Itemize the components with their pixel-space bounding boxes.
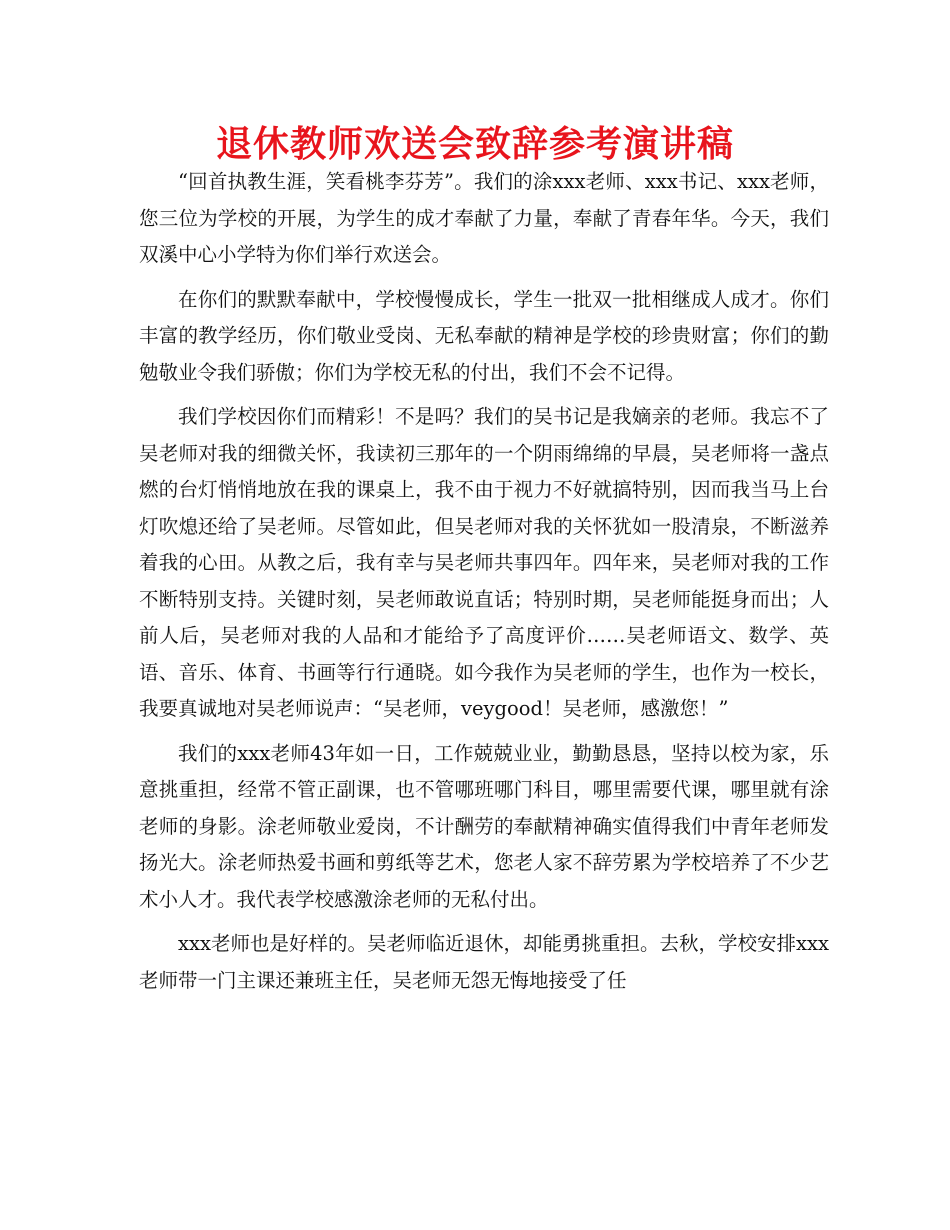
document-title: 退休教师欢送会致辞参考演讲稿 bbox=[215, 124, 734, 165]
paragraph-2: 在你们的默默奉献中，学校慢慢成长，学生一批双一批相继成人成才。你们丰富的教学经历，你们敬业受岗、无私奉献的精神是学校的珍贵财富；你们的勤勉敬业令我们骄傲；你们为学校无私的付出，我们不会不记得。 bbox=[139, 287, 829, 384]
paragraph-1: “回首执教生涯，笑看桃李芬芳”。我们的涂xxx老师、xxx书记、xxx老师，您三位为学校的开展，为学生的成才奉献了力量，奉献了青春年华。今天，我们双溪中心小学特为你们举行欢送会。 bbox=[139, 170, 829, 266]
paragraph-5: xxx老师也是好样的。吴老师临近退休，却能勇挑重担。去秋，学校安排xxx老师带一门主课还兼班主任，吴老师无怨无悔地接受了任 bbox=[139, 932, 829, 992]
paragraph-3: 我们学校因你们而精彩！不是吗？我们的吴书记是我嫡亲的老师。我忘不了吴老师对我的细微关怀，我读初三那年的一个阴雨绵绵的早晨，吴老师将一盏点燃的台灯悄悄地放在我的课桌上，我不由于视力不好就搞特别，因而我当马上台灯吹熄还给了吴老师。尽管如此，但吴老师对我的关怀犹如一股清泉，不断滋养着我的心田。从教之后，我有幸与吴老师共事四年。四年来，吴老师对我的工作不断特别支持。关键时刻，吴老师敢说直话；特别时期，吴老师能挺身而出；人前人后，吴老师对我的人品和才能给予了高度评价……吴老师语文、数学、英语、音乐、体育、书画等行行通晓。如今我作为吴老师的学生，也作为一校长，我要真诚地对吴老师说声：“吴老师，veygood！吴老师，感激您！” bbox=[139, 405, 829, 720]
paragraph-4: 我们的xxx老师43年如一日，工作兢兢业业，勤勤恳恳，坚持以校为家，乐意挑重担，经常不管正副课，也不管哪班哪门科目，哪里需要代课，哪里就有涂老师的身影。涂老师敬业爱岗，不计酬劳的奉献精神确实值得我们中青年老师发扬光大。涂老师热爱书画和剪纸等艺术，您老人家不辞劳累为学校培养了不少艺术小人才。我代表学校感激涂老师的无私付出。 bbox=[139, 741, 829, 911]
document-body bbox=[139, 164, 829, 1007]
